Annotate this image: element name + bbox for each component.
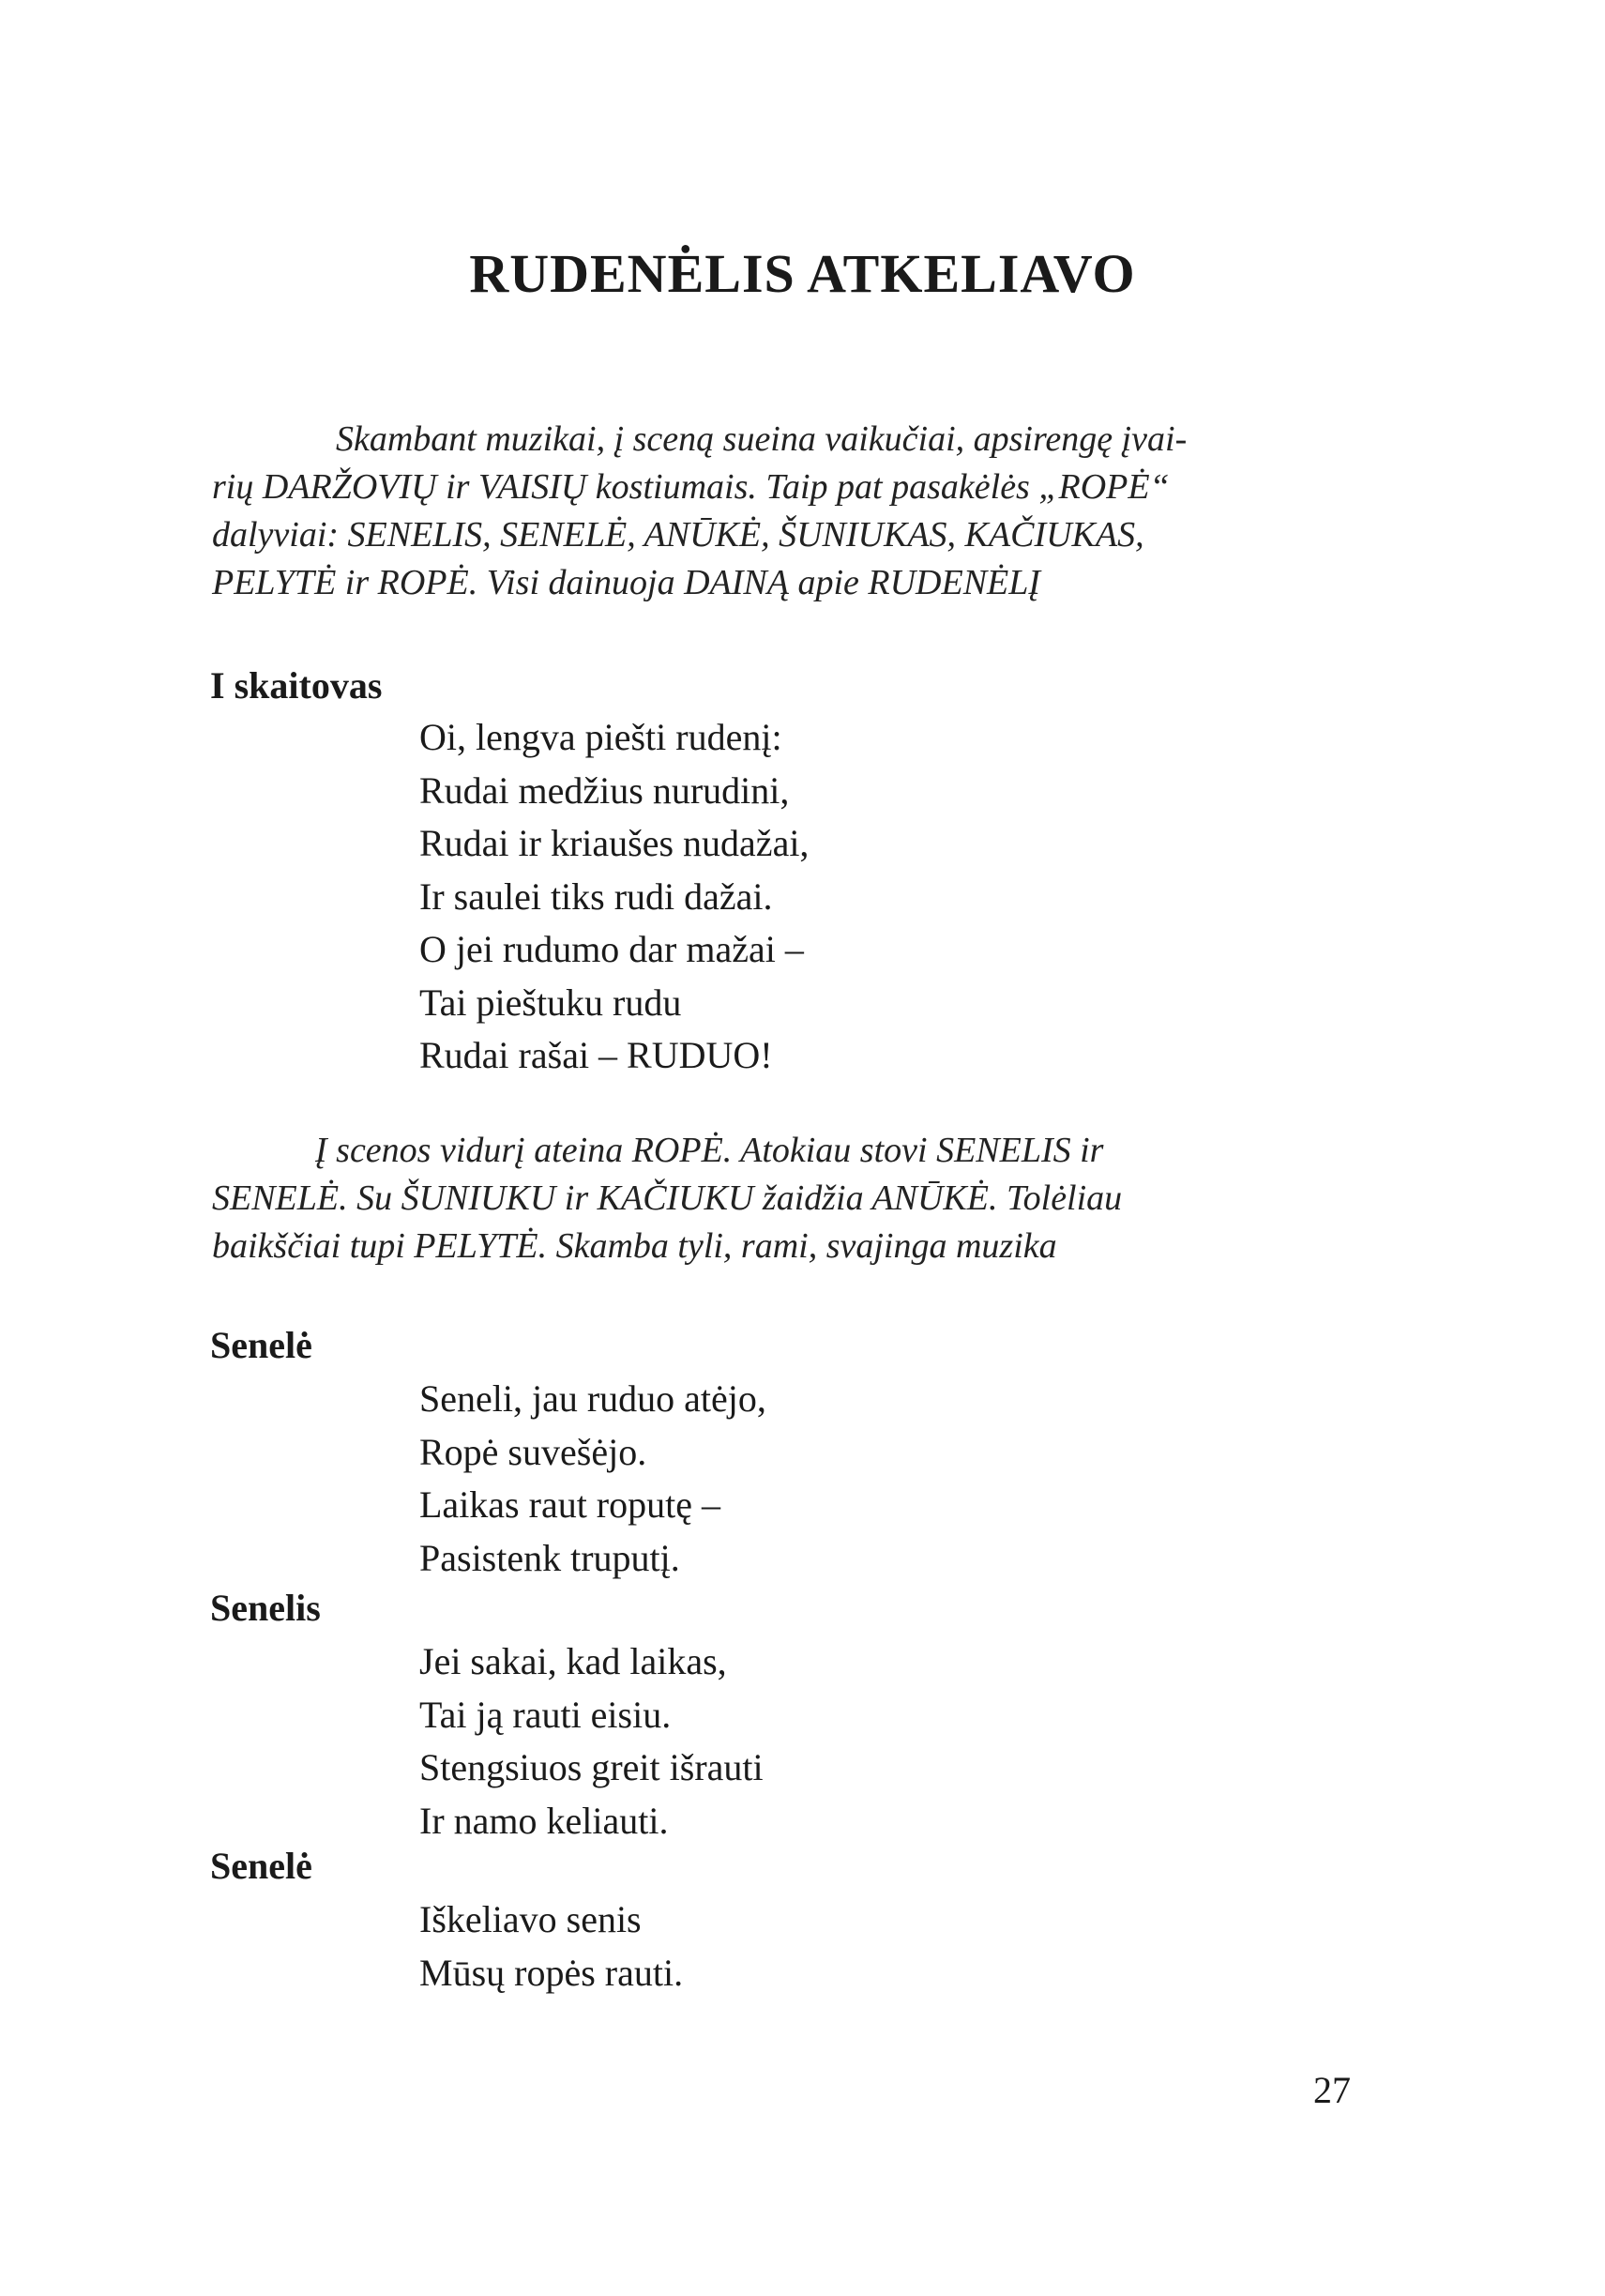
stage-direction-scene xyxy=(212,1127,1338,1270)
speaker-name: Senelis xyxy=(210,1587,321,1629)
verse-block xyxy=(419,711,809,1083)
verse-line: Pasistenk truputį. xyxy=(419,1536,680,1579)
verse-line: Rudai rašai – RUDUO! xyxy=(419,1034,773,1076)
stage-direction-line: rių DARŽOVIŲ ir VAISIŲ kostiumais. Taip pat pasakėlės „ROPĖ“ xyxy=(212,467,1170,507)
verse-line: Laikas raut roputę – xyxy=(419,1483,720,1526)
speaker-name: Senelė xyxy=(210,1324,312,1366)
verse-line: Oi, lengva piešti rudenį: xyxy=(419,716,782,758)
page-number: 27 xyxy=(1313,2069,1351,2111)
stage-direction-line: Skambant muzikai, į sceną sueina vaikučiai, apsirengę įvai- xyxy=(336,419,1188,459)
verse-line: Ir saulei tiks rudi dažai. xyxy=(419,874,773,918)
stage-direction-line: SENELĖ. Su ŠUNIUKU ir KAČIUKU žaidžia ANŪKĖ. Tolėliau xyxy=(212,1178,1123,1218)
verse-block xyxy=(419,1893,683,1999)
verse-line: Rudai medžius nurudini, xyxy=(419,768,790,812)
verse-line: Iškeliavo senis xyxy=(419,1898,642,1940)
stage-direction-line: PELYTĖ ir ROPĖ. Visi dainuoja DAINĄ apie RUDENĖLĮ xyxy=(212,563,1041,602)
verse-line: Tai pieštuku rudu xyxy=(419,981,682,1024)
verse-line: Stengsiuos greit išrauti xyxy=(419,1746,764,1788)
stage-direction-line: Į scenos vidurį ateina ROPĖ. Atokiau stovi SENELIS ir xyxy=(315,1131,1104,1170)
verse-line: Rudai ir kriaušes nudažai, xyxy=(419,822,810,864)
page-title: RUDENĖLIS ATKELIAVO xyxy=(469,243,1136,304)
stage-direction-line: baikščiai tupi PELYTĖ. Skamba tyli, rami, svajinga muzika xyxy=(212,1226,1057,1266)
verse-line: Ropė suvešėjo. xyxy=(419,1430,647,1473)
verse-line: Seneli, jau ruduo atėjo, xyxy=(419,1377,766,1420)
speaker-name: Senelė xyxy=(210,1845,312,1887)
stage-direction-opening xyxy=(212,416,1338,607)
verse-line: Jei sakai, kad laikas, xyxy=(419,1640,727,1682)
speaker-name: I skaitovas xyxy=(210,664,383,707)
verse-line: Mūsų ropės rauti. xyxy=(419,1951,684,1994)
verse-line: O jei rudumo dar mažai – xyxy=(419,928,804,970)
stage-direction-line: dalyviai: SENELIS, SENELĖ, ANŪKĖ, ŠUNIUKAS, KAČIUKAS, xyxy=(212,515,1144,555)
verse-line: Ir namo keliauti. xyxy=(419,1799,669,1842)
verse-block xyxy=(419,1373,766,1585)
verse-block xyxy=(419,1635,764,1847)
verse-line: Tai ją rauti eisiu. xyxy=(419,1693,672,1736)
